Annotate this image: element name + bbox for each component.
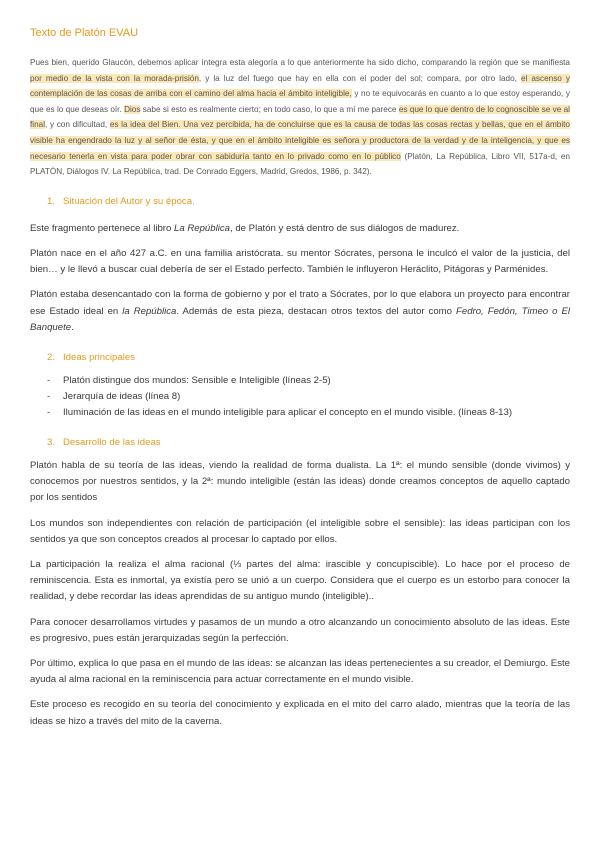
quote-part: , y la luz del fuego que hay en ella con el poder del sol; compara, por otro lado, — [198, 73, 521, 83]
quoted-text — [30, 55, 570, 180]
section-title: Situación del Autor y su época. — [63, 195, 195, 207]
list-item-text: Platón distingue dos mundos: Sensible e Inteligible (líneas 2-5) — [63, 374, 331, 386]
paragraph: Platón habla de su teoría de las ideas, viendo la realidad de forma dualista. La 1ª: el mundo sensible (donde vivimos) y conocemos por nuestros sentidos, y la 2ª: mundo inteligible (están las ideas) donde creamos conceptos de aquello captado por los sentidos — [30, 459, 570, 504]
section-heading-situacion — [30, 196, 570, 207]
text-run-italic: la República — [122, 305, 177, 317]
text-run: Este fragmento pertenece al libro — [30, 222, 174, 234]
quote-part: y no te equivocarás en cuanto a lo que estoy esperando, y que es lo que deseas oír. — [30, 89, 570, 114]
quote-part: Pues bien, querido Glaucón, debemos aplicar íntegra esta alegoría a lo que anteriormente ha sido dicho, comparando la región que se manifiesta — [30, 58, 570, 67]
quote-highlight: es la idea del Bien. Una vez percibida, ha de concluirse que es la causa de todas las cosas rectas y bellas, que en el ámbito visible ha engendrado la luz y al señor de ésta, y que en el ámbito inteligible es señora y productora de la verdad y de la inteligencia, y que es necesario tenerla en vista para poder obrar con sabiduría tanto en lo privado como en lo público — [30, 120, 570, 161]
quote-highlight: es que lo que dentro de lo cognoscible se ve al final — [30, 104, 570, 130]
paragraph — [30, 287, 570, 336]
quote-part: , y con dificultad, — [45, 120, 110, 130]
ideas-list — [30, 373, 570, 421]
list-item — [30, 373, 570, 389]
section-number: 2. — [47, 351, 56, 363]
paragraph: Los mundos son independientes con relación de participación (el inteligible sobre el sensible): las ideas participan con los sentidos ya que son conceptos creados al procesar lo captado por ellos. — [30, 517, 570, 545]
list-item — [30, 389, 570, 405]
section-number: 1. — [47, 195, 56, 207]
quote-highlight: por medio de la vista con la morada-prisión — [30, 73, 199, 83]
paragraph: Este proceso es recogido en su teoría del conocimiento y explicada en el mito del carro alado, mientras que la teoría de las ideas se hizo a través del mito de la caverna. — [30, 699, 570, 727]
dash-bullet: - — [47, 374, 51, 386]
section-title: Ideas principales — [63, 351, 135, 363]
quote-highlight: Dios — [124, 104, 141, 114]
dash-bullet: - — [47, 390, 51, 402]
quote-part: (Platón, La República, Libro VII, 517a-d, en PLATÓN, Diálogos IV. La República, trad. De Conrado Eggers, Madrid, Gredos, 1986, p. 342). — [30, 151, 570, 177]
paragraph: Para conocer desarrollamos virtudes y pasamos de un mundo a otro alcanzando un conocimiento absoluto de las ideas. Este es progresivo, pues están jerarquizadas según la perfección. — [30, 616, 570, 644]
paragraph — [30, 221, 570, 237]
paragraph: La participación la realiza el alma racional (⅓ partes del alma: irascible y concupiscible). Lo hace por el proceso de reminiscencia. Esta es inmortal, ya existía pero se unió a un cuerpo. Considera que el cuerpo es un estorbo para conocer la realidad, y debe recordar las ideas aprendidas de su antiguo mundo (inteligible).. — [30, 558, 570, 603]
text-run: . — [71, 321, 74, 333]
quote-highlight: el ascenso y contemplación de las cosas de arriba con el camino del alma hacia el ámbito inteligible, — [30, 73, 570, 99]
dash-bullet: - — [47, 406, 51, 418]
section-heading-desarrollo — [30, 437, 570, 448]
paragraph — [30, 246, 570, 278]
list-item-text: Jerarquía de ideas (línea 8) — [63, 390, 181, 402]
list-item — [30, 405, 570, 421]
text-run: , de Platón y está dentro de sus diálogos de madurez. — [230, 222, 460, 234]
paragraph: Por último, explica lo que pasa en el mundo de las ideas: se alcanzan las ideas pertenecientes a su creador, el Demiurgo. Este ayuda al alma racional en la reminiscencia para actuar correctamente en el mundo visible. — [30, 658, 570, 686]
document-title: Texto de Platón EVAU — [30, 27, 139, 39]
list-item-text: Iluminación de las ideas en el mundo inteligible para aplicar el concepto en el mundo visible. (líneas 8-13) — [63, 406, 513, 418]
section-title: Desarrollo de las ideas — [63, 436, 161, 448]
text-run: Platón nace en el año 427 a.C. en una familia aristócrata. su mentor Sócrates, persona le inculcó el valor de la justicia, del bien… y le llevó a buscar cual debería de ser el Estado perfecto. También le influyeron Heráclito, Pitágoras y Parménides. — [30, 247, 570, 276]
text-run: . Además de esta pieza, destacan otros textos del autor como — [176, 305, 456, 317]
text-run: Platón estaba desencantado con la forma de gobierno y por el trato a Sócrates, por lo que elabora un proyecto para encontrar ese Estado ideal en — [30, 289, 570, 317]
section-number: 3. — [47, 436, 56, 448]
text-run-italic: La República — [174, 222, 231, 234]
text-run-italic: Fedro, Fedón, Timeo o El Banquete — [30, 305, 570, 333]
quote-part: sabe si esto es realmente cierto; en todo caso, lo que a mí me parece — [140, 104, 399, 114]
section-heading-ideas-principales — [30, 352, 570, 363]
